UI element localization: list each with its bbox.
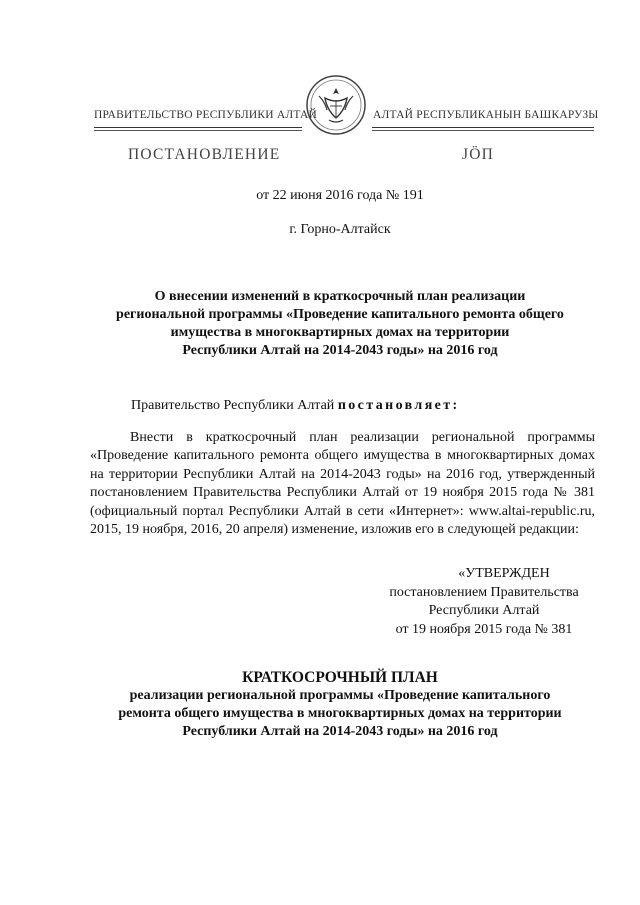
decree-title-line: имущества в многоквартирных домах на территории — [170, 325, 510, 340]
approved-line: постановлением Правительства — [389, 584, 579, 600]
decree-city: г. Горно-Алтайск — [289, 222, 391, 237]
header-rule-left — [94, 127, 302, 128]
resolves-subject: Правительство Республики Алтай — [131, 398, 335, 413]
header-rule-right-thin — [372, 130, 594, 131]
plan-title-heading: КРАТКОСРОЧНЫЙ ПЛАН — [242, 669, 438, 686]
plan-title — [90, 669, 590, 741]
decree-title-line: О внесении изменений в краткосрочный план реализации — [154, 289, 526, 304]
decree-title — [90, 288, 590, 360]
plan-title-line: реализации региональной программы «Проведение капитального — [129, 688, 551, 703]
resolves-line — [131, 398, 460, 414]
plan-title-line: Республики Алтай на 2014-2043 годы» на 2016 год — [182, 724, 498, 739]
approved-line: «УТВЕРЖДЕН — [458, 566, 550, 581]
approved-line: от 19 ноября 2015 года № 381 — [395, 621, 573, 637]
government-name-altai: АЛТАЙ РЕСПУБЛИКАНЫН БАШКАРУЗЫ — [373, 109, 599, 121]
republic-altai-emblem-icon — [305, 74, 367, 136]
approval-stamp-text — [374, 565, 594, 639]
government-name-russian: ПРАВИТЕЛЬСТВО РЕСПУБЛИКИ АЛТАЙ — [94, 109, 318, 121]
header-rule-right — [372, 127, 594, 128]
plan-title-line: ремонта общего имущества в многоквартирных домах на территории — [118, 706, 562, 721]
decree-body — [90, 429, 595, 539]
decree-title-line: региональной программы «Проведение капитального ремонта общего — [116, 307, 564, 322]
decree-date-number: от 22 июня 2016 года № 191 — [256, 188, 424, 203]
approved-line: Республики Алтай — [428, 603, 540, 618]
decree-label-russian: ПОСТАНОВЛЕНИЕ — [128, 146, 281, 163]
header-rule-left-thin — [94, 130, 302, 131]
decree-title-line: Республики Алтай на 2014-2043 годы» на 2016 год — [182, 343, 498, 358]
body-paragraph: Внести в краткосрочный план реализации региональной программы «Проведение капитального ремонта общего имущества в многоквартирных домах на территории Республики Алтай на 2014-2043 годы» на 2016 год, утвержденный постановлением Правительства Республики Алтай от 19 ноября 2015 года № 381 (официальный портал Республики Алтай в сети «Интернет»: www.altai-republic.ru, 2015, 19 ноября, 2016, 20 апреля) изменение, изложив его в следующей редакции: — [90, 430, 595, 538]
resolves-verb: постановляет: — [337, 398, 460, 413]
decree-label-altai: JÖП — [462, 146, 495, 163]
